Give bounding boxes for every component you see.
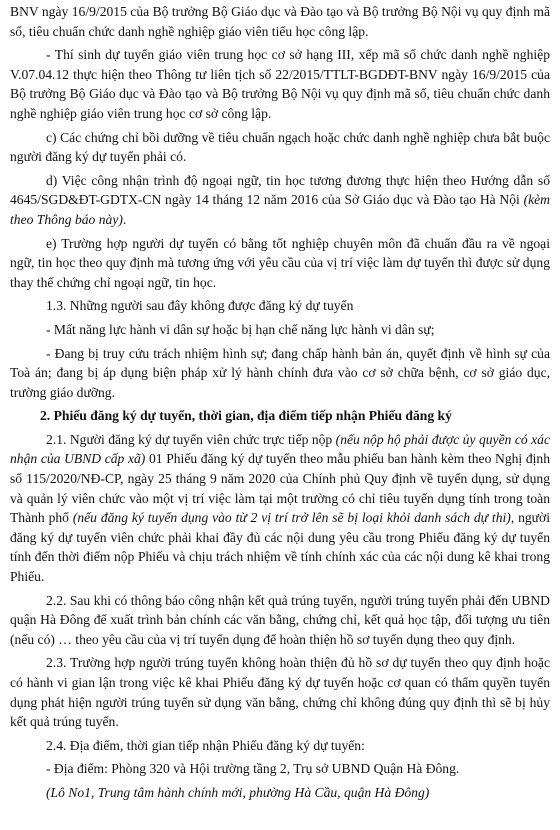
paragraph-d-text: d) Việc công nhận trình độ ngoại ngữ, tin học tương đương thực hiện theo Hướng dẫn số 4645/SGD&ĐT-GDTX-CN ngày 14 tháng 12 năm 2016 của Sở Giáo dục và Đào tạo Hà Nội [10,172,550,208]
paragraph-location: - Địa điểm: Phòng 320 và Hội trường tầng 2, Trụ sở UBND Quận Hà Đông. [46,761,460,777]
paragraph-2-3: 2.3. Trường hợp người trúng tuyển không hoàn thiện đủ hồ sơ dự tuyển theo quy định hoặc có hành vi gian lận trong việc kê khai Phiếu đăng ký dự tuyển hoặc cơ quan có thẩm quyền tuyển dụng phát hiện người trúng tuyển sử dụng văn bằng, chứng chỉ không đúng quy định thì sẽ bị hủy kết quả trúng tuyển. [10,655,550,730]
paragraph-1-3-title: 1.3. Những người sau đây không được đăng ký dự tuyển [46,298,354,314]
paragraph-2-1-a: 2.1. Người đăng ký dự tuyển viên chức trực tiếp nộp [46,431,336,447]
paragraph-c-certificates: c) Các chứng chỉ bồi dưỡng về tiêu chuẩn ngạch hoặc chức danh nghề nghiệp chưa bắt buộc người đăng ký dự tuyển phải có. [10,129,550,165]
paragraph-thcs-teacher: - Thí sinh dự tuyển giáo viên trung học cơ sở hạng III, xếp mã số chức danh nghề nghiệp V.07.04.12 thực hiện theo Thông tư liên tịch số 22/2015/TTLT-BGDĐT-BNV ngày 16/9/2015 của Bộ trưởng Bộ Giáo dục và Đào tạo và Bộ trưởng Bộ Nội vụ quy định mã số, tiêu chuẩn chức danh nghề nghiệp giáo viên trung học cơ sở công lập. [10,47,550,121]
paragraph-2-1-e: , người đăng ký dự tuyển viên chức phải khai đầy đủ các nội dung yêu cầu trong Phiếu đăng ký dự tuyển tính đến thời điểm nộp Phiếu và chịu trách nhiệm về tính chính xác của các nội dung kê khai trong Phiếu. [10,510,551,585]
paragraph-2-1-b-italic: (nếu nộp hộ phải được ủy quyền có xác nhận của UBND cấp xã) [10,431,550,467]
paragraph-d-language-it [10,171,550,230]
paragraph-d-end: . [122,211,127,227]
paragraph-2-1-d-italic: (nếu đăng ký tuyển dụng vào từ 2 vị trí trở lên sẽ bị loại khỏi danh sách dự thi) [72,510,511,526]
paragraph-d-italic: (kèm theo Thông báo này) [10,192,550,227]
paragraph-location-address [10,783,550,803]
section-heading-2: 2. Phiếu đăng ký dự tuyển, thời gian, địa điểm tiếp nhận Phiếu đăng ký [40,408,452,424]
paragraph-2-1-c: 01 Phiếu đăng ký dự tuyển theo mẫu phiếu ban hành kèm theo Nghị định số 115/2020/NĐ-CP, ngày 25 tháng 9 năm 2020 của Chính phủ Quy định về tuyển dụng, sử dụng và quản lý viên chức vào một vị trí việc làm tại một trường có chỉ tiêu tuyển dụng tính trong toàn Thành phố [10,451,550,526]
paragraph-criminal: - Đang bị truy cứu trách nhiệm hình sự; đang chấp hành bản án, quyết định về hình sự của Toà án; đang bị áp dụng biện pháp xử lý hành chính đưa vào cơ sở chữa bệnh, cơ sở giáo dục, trường giáo dưỡng. [10,345,550,400]
paragraph-2-4: 2.4. Địa điểm, thời gian tiếp nhận Phiếu đăng ký dự tuyển: [46,737,365,753]
paragraph-e-degree: e) Trường hợp người dự tuyển có bằng tốt nghiệp chuyên môn đã chuẩn đầu ra về ngoại ngữ, tin học theo quy định mà tương ứng với yêu cầu của vị trí việc làm dự tuyển thì được sử dụng thay thế chứng chỉ ngoại ngữ, tin học. [10,235,550,290]
paragraph-continuation: BNV ngày 16/9/2015 của Bộ trưởng Bộ Giáo dục và Đào tạo và Bộ trưởng Bộ Nội vụ quy định mã số, tiêu chuẩn chức danh nghề nghiệp giáo viên tiểu học công lập. [10,4,550,39]
paragraph-civil-capacity: - Mất năng lực hành vi dân sự hoặc bị hạn chế năng lực hành vi dân sự; [46,321,435,337]
paragraph-2-1 [10,430,550,587]
location-address-italic: (Lô No1, Trung tâm hành chính mới, phường Hà Cầu, quận Hà Đông) [46,784,430,800]
paragraph-2-2: 2.2. Sau khi có thông báo công nhận kết quả trúng tuyển, người trúng tuyển phải đến UBND quận Hà Đông để xuất trình bản chính các văn bằng, chứng chỉ, kết quả học tập, đối tượng ưu tiên (nếu có) … theo yêu cầu của vị trí tuyển dụng để hoàn thiện hồ sơ tuyển dụng theo quy định. [10,592,550,647]
